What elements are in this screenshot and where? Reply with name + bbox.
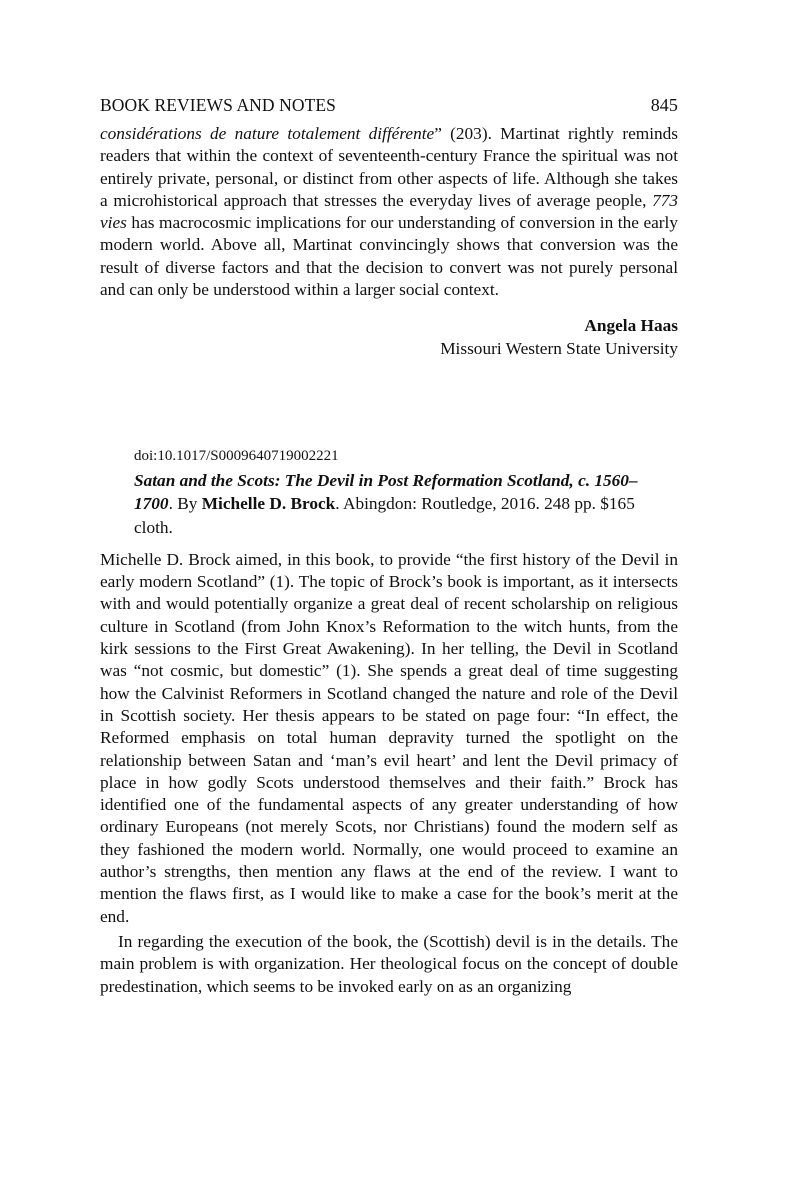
reviewer-signature: [100, 315, 678, 360]
review-header: [100, 445, 678, 539]
previous-review-paragraph: [100, 123, 678, 301]
publication-details: . Abingdon: Routledge, 2016. 248 pp. $165 cloth.: [134, 494, 635, 537]
book-author: Michelle D. Brock: [201, 494, 336, 514]
book-title: Satan and the Scots: The Devil in Post Reformation Scotland, c. 1560–1700: [134, 470, 638, 514]
review-paragraph-1: Michelle D. Brock aimed, in this book, to provide “the first history of the Devil in early modern Scotland” (1). The topic of Brock’s book is important, as it intersects with and would potentially organize a great deal of recent scholarship on religious culture in Scotland (from John Knox’s Reformation to the witch hunts, from the kirk sessions to the First Great Awakening). In her telling, the Devil in Scotland was “not cosmic, but domestic” (1). She spends a great deal of time suggesting how the Calvinist Reformers in Scotland changed the nature and role of the Devil in Scottish society. Her thesis appears to be stated on page four: “In effect, the Reformed emphasis on total human depravity turned the spotlight on the relationship between Satan and ‘man’s evil heart’ and lent the Devil primacy of place in how godly Scots understood themselves and their faith.” Brock has identified one of the fundamental aspects of any greater understanding of how ordinary Europeans (not merely Scots, nor Christians) found the modern self as they fashioned the modern world. Normally, one would proceed to examine an author’s strengths, then mention any flaws at the end of the review. I want to mention the flaws first, as I would like to make a case for the book’s merit at the end.: [100, 549, 678, 926]
reviewer-affiliation: Missouri Western State University: [440, 338, 678, 358]
review-body: [100, 549, 678, 998]
book-citation: [134, 469, 678, 539]
paragraph-text-part: ” (203). Martinat rightly reminds readers that within the context of seventeenth-century France the spiritual was not entirely private, personal, or distinct from other aspects of life. Although she takes a microhistorical approach that stresses the everyday lives of average people,: [100, 124, 678, 210]
journal-page: [100, 93, 678, 998]
running-head-title: BOOK REVIEWS AND NOTES: [100, 95, 337, 115]
french-quote: considérations de nature totalement différente: [100, 124, 435, 143]
paragraph-text-part: has macrocosmic implications for our understanding of conversion in the early modern world. Above all, Martinat convincingly shows that conversion was the result of diverse factors and that the decision to convert was not purely personal and can only be understood within a larger social context.: [100, 213, 678, 300]
running-head: [100, 93, 678, 117]
book-title-reference: 773 vies: [100, 190, 678, 233]
page-number: 845: [650, 95, 678, 115]
citation-by: . By: [168, 494, 202, 514]
doi-identifier: doi:10.1017/S0009640719002221: [134, 447, 339, 464]
reviewer-name: Angela Haas: [584, 316, 678, 336]
review-paragraph-2: In regarding the execution of the book, the (Scottish) devil is in the details. The main problem is with organization. Her theological focus on the concept of double predestination, which seems to be invoked early on as an organizing: [100, 931, 678, 996]
